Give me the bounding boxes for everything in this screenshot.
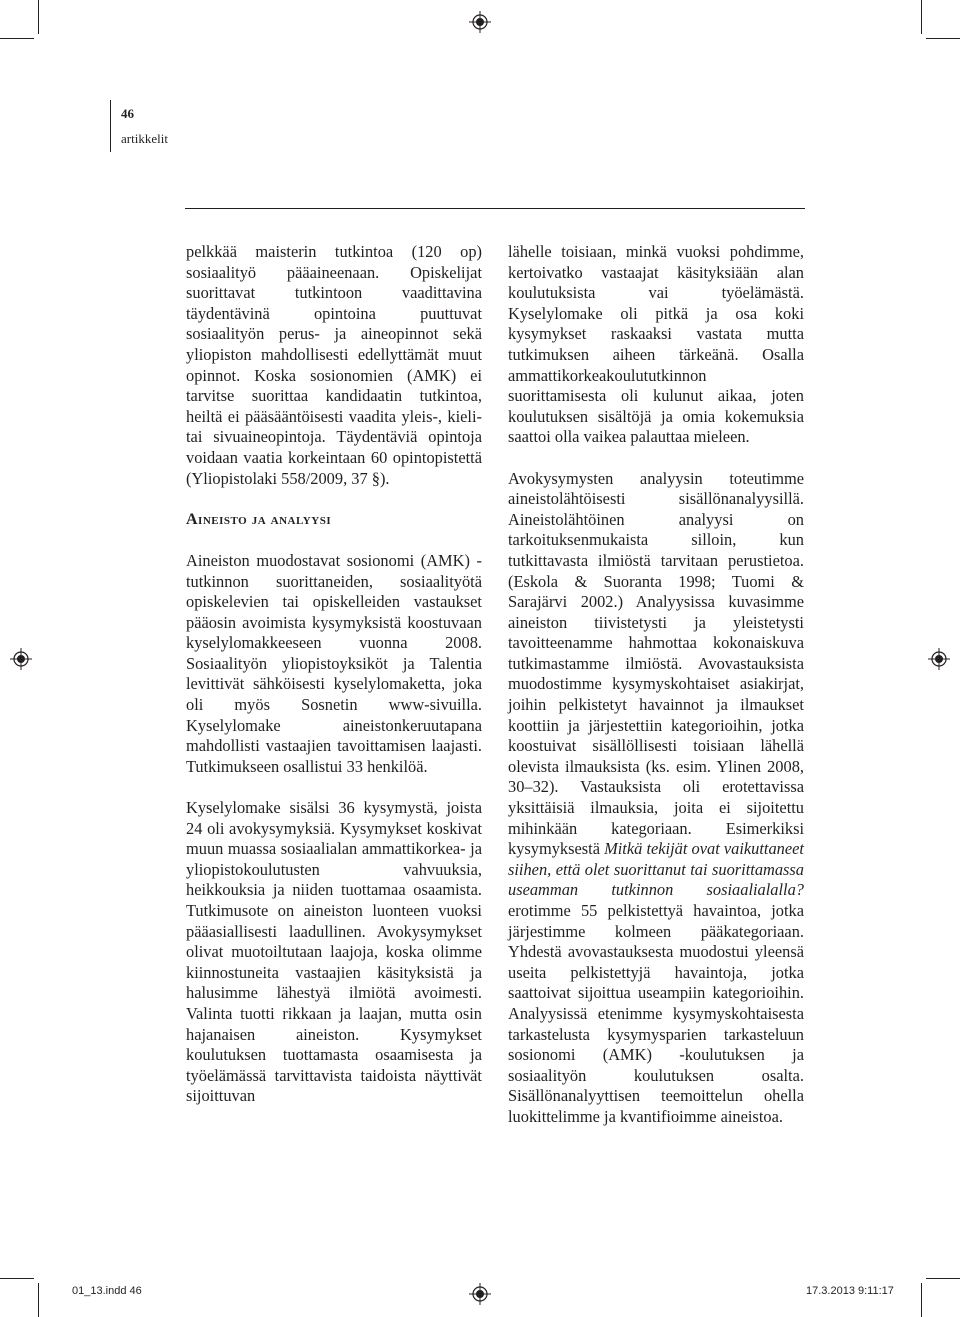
crop-mark bbox=[926, 1278, 960, 1279]
registration-mark-icon bbox=[928, 648, 950, 670]
header-rule bbox=[110, 100, 111, 152]
crop-mark bbox=[0, 38, 34, 39]
paragraph: Aineiston muodostavat sosionomi (AMK) -tutkinnon suorittaneiden, sosiaalityötä opiskelevien tai opiskelleiden vastaukset pääosin avoimista kysymyksistä koostuvaan kyselylomakkeeseen vuonna 2008. Sosiaalityön yliopistoyksiköt ja Talentia levittivät sähköisesti kyselylomaketta, joka oli myös Sosnetin www-sivuilla. Kyselylomake aineistonkeruutapana mahdollisti vastaajien tavoittamisen laajasti. Tutkimukseen osallistui 33 henkilöä. bbox=[186, 550, 482, 776]
registration-mark-icon bbox=[10, 648, 32, 670]
crop-mark bbox=[38, 0, 39, 34]
slug-filename: 01_13.indd 46 bbox=[72, 1285, 142, 1297]
paragraph-text: erotimme 55 pelkistettyä havaintoa, jotka järjestimme kolmeen pääkategoriaan. Yhdestä avovastauksesta muodostui yleensä useita pelkistettyjä havaintoja, jotka saattoivat sijoittua useampiin kategorioihin. Analyysissä etenimme kysymyskohtaisesta tarkastelusta kysymysparien tarkasteluun sosionomi (AMK) -koulutuksen ja sosiaalityön koulutuksen osalta. Sisällönanalyyttisen teemoittelun ohella luokittelimme ja kvantifioimme aineistoa. bbox=[508, 901, 804, 1126]
paragraph: pelkkää maisterin tutkintoa (120 op) sosiaalityö pääaineenaan. Opiskelijat suorittavat tutkintoon vaadittavina täydentävinä opintoina puuttuvat sosiaalityön perus- ja aineopinnot sekä yliopiston mahdollisesti edellyttämät muut opinnot. Koska sosionomien (AMK) ei tarvitse suorittaa kandidaatin tutkintoa, heiltä ei pääsääntöisesti vaadita yleis-, kieli- tai sivuaineopintoja. Täydentäviä opintoja voidaan vaatia korkeintaan 60 opintopistettä (Yliopistolaki 558/2009, 37 §). bbox=[186, 242, 482, 488]
crop-mark bbox=[0, 1278, 34, 1279]
paragraph bbox=[508, 469, 804, 1128]
right-column bbox=[508, 242, 804, 1128]
paragraph: lähelle toisiaan, minkä vuoksi pohdimme, kertoivatko vastaajat käsityksiään alan koulutuksista vai työelämästä. Kyselylomake oli pitkä ja osa koki kysymykset raskaaksi vastata mutta tutkimuksen aiheen tärkeänä. Osalla ammattikorkeakoulututkinnon suorittamisesta oli kulunut aikaa, joten koulutuksen sisältöjä ja omia kokemuksia saattoi olla vaikea palauttaa mieleen. bbox=[508, 242, 804, 447]
slug-timestamp: 17.3.2013 9:11:17 bbox=[806, 1285, 894, 1297]
page-header bbox=[110, 100, 185, 155]
registration-mark-icon bbox=[469, 11, 491, 33]
crop-mark bbox=[921, 0, 922, 34]
crop-mark bbox=[38, 1283, 39, 1317]
paragraph: Kyselylomake sisälsi 36 kysymystä, joista 24 oli avokysymyksiä. Kysymykset koskivat muun muassa sosiaalialan ammattikorkea- ja yliopistokoulutusten vahvuuksia, heikkouksia ja niiden tuottamaa osaamista. Tutkimusote on aineiston luonteen vuoksi pääasiallisesti laadullinen. Avokysymykset olivat muotoiltutaan laajoja, koska olimme kiinnostuneita vastaajien käsityksistä ja halusimme lähestyä ilmiötä avoimesti. Valinta tuotti rikkaan ja laajan, mutta osin hajanaisen aineiston. Kysymykset koulutuksen tuottamasta osaamisesta ja työelämässä tarvittavista taidoista näyttivät sijoittuvan bbox=[186, 798, 482, 1106]
crop-mark bbox=[926, 38, 960, 39]
crop-mark bbox=[921, 1283, 922, 1317]
section-label: artikkelit bbox=[121, 131, 168, 146]
registration-mark-icon bbox=[469, 1283, 491, 1305]
left-column bbox=[186, 242, 482, 1107]
section-heading: Aineisto ja analyysi bbox=[186, 510, 332, 528]
page-number: 46 bbox=[121, 106, 134, 121]
paragraph-text: Avokysymysten analyysin toteutimme aineistolähtöisesti sisällönanalyysillä. Aineistolähtöinen analyysi on tarkoituksenmukaista silloin, kun tutkittavasta ilmiöstä tarvitaan perustietoa. (Eskola & Suoranta 1998; Tuomi & Sarajärvi 2002.) Analyysissa kuvasimme aineiston tiivistetysti ja yleistetysti tavoitteenamme hahmottaa kokonaiskuva tutkimastamme ilmiöstä. Avovastauksista muodostimme kysymyskohtaiset asiakirjat, joihin pelkistetyt havainnot ja ilmaukset koottiin ja järjestettiin kategorioihin, jotka koostuivat sisällöllisesti toisiaan lähellä olevista ilmauksista (ks. esim. Ylinen 2008, 30–32). Vastauksista oli erotettavissa yksittäisiä ilmauksia, joita ei sijoitettu mihinkään kategoriaan. Esimerkiksi kysymyksestä bbox=[508, 468, 804, 859]
italic-question: Mitkä tekijät ovat vaikuttaneet siihen, että olet suorittanut tai suorittamassa useamman tutkinnon sosiaalialalla? bbox=[508, 839, 804, 900]
top-rule bbox=[185, 208, 805, 209]
